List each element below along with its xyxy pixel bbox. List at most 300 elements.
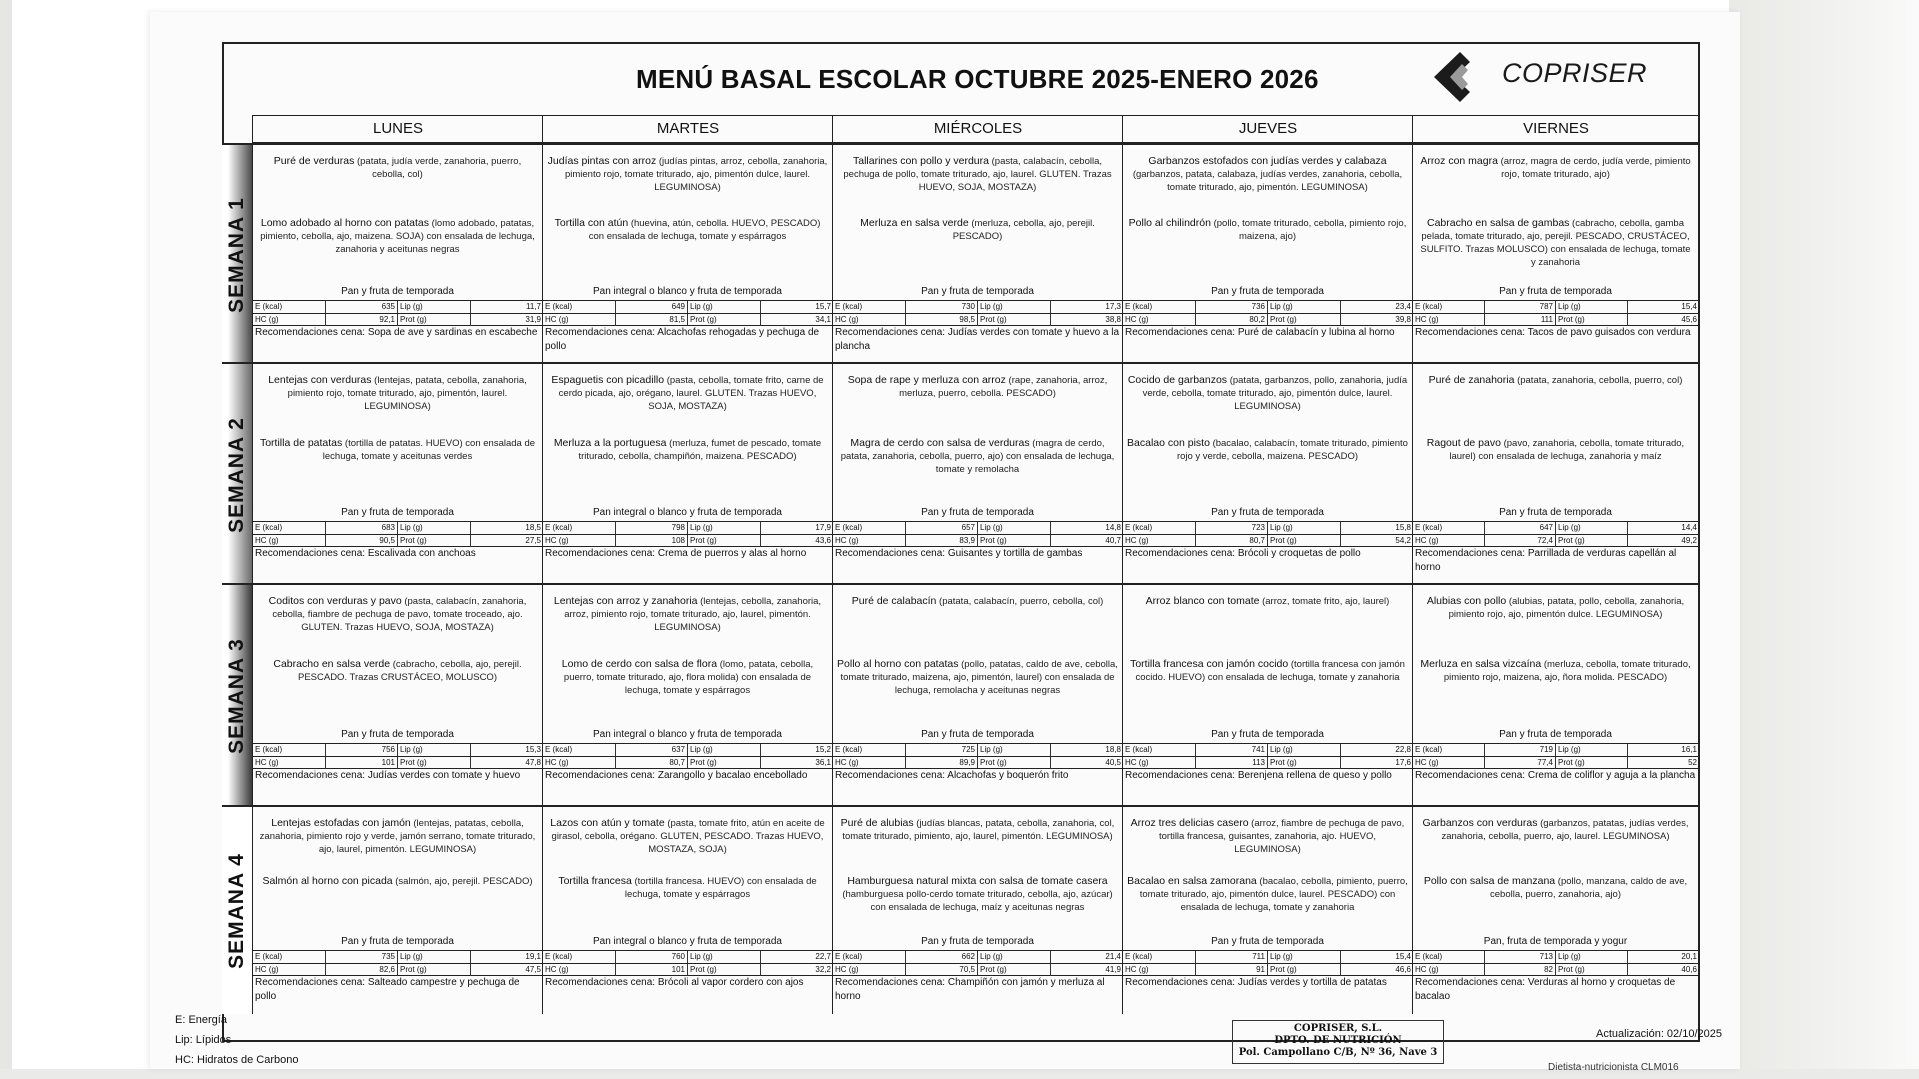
menu-cell-miercoles	[832, 807, 1122, 1014]
menu-cell-miercoles	[832, 585, 1122, 807]
second-dish-name: Pollo con salsa de manzana	[1423, 875, 1556, 887]
first-dish	[257, 817, 538, 856]
second-dish-ingredients: (pollo, tomate triturado, cebolla, pimiento rojo, maizena, ajo)	[1213, 218, 1407, 242]
nutrition-row	[1413, 313, 1698, 326]
nutrient-value: 80,7	[1196, 535, 1269, 547]
menu-cell-martes	[542, 585, 832, 807]
menu-cell-lunes	[252, 807, 542, 1014]
nutrient-value: 635	[326, 301, 399, 313]
first-dish	[837, 374, 1118, 400]
nutrition-row	[1123, 951, 1412, 963]
first-dish	[257, 374, 538, 413]
bread-fruit-note: Pan integral o blanco y fruta de temporada	[592, 286, 782, 297]
second-dish-ingredients: (merluza, cebolla, ajo, perejil. PESCADO)	[952, 218, 1095, 242]
nutrient-label: E (kcal)	[253, 951, 326, 963]
nutrient-value: 23,4	[1395, 302, 1411, 311]
nutrient-label: Prot (g)	[1268, 314, 1341, 326]
nutrient-label: Prot (g)	[688, 757, 761, 769]
nutrition-row	[833, 744, 1122, 756]
second-dish-name: Cabracho en salsa verde	[273, 658, 391, 670]
legend-hidratos: HC: Hidratos de Carbono	[175, 1054, 299, 1066]
nutrition-row	[253, 301, 542, 313]
nutrient-value: 15,8	[1395, 523, 1411, 532]
bread-fruit-note: Pan, fruta de temporada y yogur	[1483, 936, 1628, 947]
second-dish-name: Bacalao en salsa zamorana	[1127, 875, 1257, 887]
nutrient-value: 46,6	[1395, 965, 1411, 974]
nutrient-value: 19,1	[525, 952, 541, 961]
first-dish	[1127, 817, 1408, 856]
second-dish-ingredients: (bacalao, cebolla, pimiento, puerro, tomate triturado, ajo, pimentón dulce, laurel. PESCADO) con ensalada de lechuga, tomate y zanahoria	[1139, 876, 1408, 913]
second-dish	[547, 437, 828, 463]
nutrient-label: Prot (g)	[1556, 314, 1628, 326]
nutrition-table	[1413, 950, 1698, 976]
nutrition-table	[1413, 743, 1698, 769]
dietista-id: Dietista-nutricionista CLM016	[1548, 1062, 1679, 1073]
nutrient-value: 787	[1485, 301, 1557, 313]
menu-cell-jueves	[1122, 585, 1412, 807]
menu-cell-lunes	[252, 145, 542, 364]
first-dish	[1417, 817, 1694, 843]
nutrition-row	[543, 534, 832, 547]
nutrition-table	[1123, 521, 1412, 547]
nutrition-table	[543, 743, 832, 769]
bread-fruit-note: Pan y fruta de temporada	[341, 286, 454, 297]
nutrient-label: E (kcal)	[833, 744, 906, 756]
first-dish	[1417, 374, 1694, 387]
nutrient-label: HC (g)	[833, 757, 906, 769]
nutrient-label: Lip (g)	[688, 522, 761, 534]
nutrient-label: Lip (g)	[978, 522, 1051, 534]
brand-name: COPRISER	[1502, 58, 1648, 88]
dinner-recommendation: Recomendaciones cena: Champiñón con jamón y merluza al horno	[835, 977, 1105, 1002]
page-title: MENÚ BASAL ESCOLAR OCTUBRE 2025-ENERO 2026	[636, 64, 1319, 94]
nutrient-value: 83,9	[906, 535, 979, 547]
nutrition-row	[253, 756, 542, 769]
week-block	[222, 362, 1700, 583]
nutrient-label: HC (g)	[543, 314, 616, 326]
first-dish-name: Arroz tres delicias casero	[1130, 817, 1249, 829]
second-dish	[837, 217, 1118, 243]
nutrition-row	[253, 522, 542, 534]
second-dish	[837, 658, 1118, 697]
nutrient-label: HC (g)	[1413, 757, 1485, 769]
second-dish	[1127, 875, 1408, 914]
nutrition-row	[543, 744, 832, 756]
nutrition-row	[1123, 313, 1412, 326]
second-dish-name: Pollo al chilindrón	[1128, 217, 1211, 229]
nutrient-value: 20,1	[1681, 952, 1697, 961]
nutrient-label: Lip (g)	[978, 744, 1051, 756]
nutrition-row	[1413, 522, 1698, 534]
second-dish-name: Merluza en salsa verde	[860, 217, 969, 229]
day-header-miercoles: MIÉRCOLES	[832, 116, 1123, 142]
nutrition-row	[1413, 301, 1698, 313]
dinner-recommendation: Recomendaciones cena: Berenjena rellena de queso y pollo	[1125, 770, 1392, 781]
nutrition-table	[543, 521, 832, 547]
second-dish-ingredients: (tortilla francesa. HUEVO) con ensalada de lechuga, tomate y espárragos	[624, 876, 817, 900]
nutrient-value: 81,5	[616, 314, 689, 326]
first-dish-name: Arroz con magra	[1420, 155, 1498, 167]
first-dish	[1127, 595, 1408, 608]
day-header-martes: MARTES	[542, 116, 833, 142]
nutrient-value: 38,8	[1105, 315, 1121, 324]
first-dish	[547, 155, 828, 194]
second-dish-name: Merluza a la portuguesa	[553, 437, 667, 449]
nutrient-value: 47,8	[525, 758, 541, 767]
menu-cell-viernes	[1412, 585, 1698, 807]
nutrient-value: 34,1	[815, 315, 831, 324]
dinner-recommendation: Recomendaciones cena: Puré de calabacín y lubina al horno	[1125, 327, 1395, 338]
nutrient-label: E (kcal)	[253, 744, 326, 756]
week-label-text: SEMANA 1	[225, 196, 248, 313]
legend-energia: E: Energía	[175, 1014, 227, 1026]
nutrient-value: 45,6	[1681, 315, 1697, 324]
nutrient-label: Prot (g)	[1268, 535, 1341, 547]
bread-fruit-note: Pan y fruta de temporada	[1499, 729, 1612, 740]
nutrient-label: Prot (g)	[1556, 757, 1628, 769]
second-dish	[257, 437, 538, 463]
first-dish	[257, 595, 538, 634]
first-dish-ingredients: (lentejas, patatas, cebolla, zanahoria, pimiento rojo y verde, jamón serrano, tomate triturado, ajo, laurel, pimentón. LEGUMINOSA)	[259, 818, 536, 855]
day-header-jueves: JUEVES	[1122, 116, 1413, 142]
dinner-recommendation: Recomendaciones cena: Judías verdes con tomate y huevo	[255, 770, 521, 781]
second-dish	[1417, 437, 1694, 463]
bread-fruit-note: Pan y fruta de temporada	[1499, 507, 1612, 518]
nutrient-label: HC (g)	[543, 757, 616, 769]
nutrient-label: Prot (g)	[398, 314, 471, 326]
nutrient-value: 730	[906, 301, 979, 313]
nutrient-label: E (kcal)	[833, 522, 906, 534]
week-block	[222, 805, 1700, 1012]
nutrient-label: Lip (g)	[1268, 301, 1341, 313]
nutrition-table	[833, 950, 1122, 976]
nutrient-label: Lip (g)	[978, 301, 1051, 313]
nutrient-value: 82	[1485, 964, 1557, 976]
nutrient-label: Prot (g)	[1268, 964, 1341, 976]
nutrient-label: E (kcal)	[1413, 301, 1485, 313]
first-dish-name: Puré de verduras	[273, 155, 355, 167]
nutrition-row	[833, 522, 1122, 534]
second-dish-ingredients: (salmón, ajo, perejil. PESCADO)	[395, 876, 533, 887]
bread-fruit-note: Pan y fruta de temporada	[1211, 507, 1324, 518]
nutrient-label: Lip (g)	[398, 301, 471, 313]
first-dish	[1417, 595, 1694, 621]
nutrient-value: 77,4	[1485, 757, 1557, 769]
nutrition-row	[543, 313, 832, 326]
nutrient-value: 39,8	[1395, 315, 1411, 324]
nutrient-value: 11,7	[526, 302, 541, 311]
first-dish-ingredients: (lentejas, cebolla, zanahoria, arroz, pimiento rojo, tomate triturado, ajo, laurel, pimentón. LEGUMINOSA)	[564, 596, 822, 633]
menu-cell-lunes	[252, 585, 542, 807]
nutrient-value: 80,7	[616, 757, 689, 769]
dinner-recommendation: Recomendaciones cena: Parrillada de verduras capellán al horno	[1415, 548, 1677, 573]
nutrient-label: E (kcal)	[1413, 522, 1485, 534]
nutrient-label: Lip (g)	[688, 744, 761, 756]
nutrient-label: Prot (g)	[978, 535, 1051, 547]
nutrient-value: 657	[906, 522, 979, 534]
nutrient-value: 741	[1196, 744, 1269, 756]
second-dish-ingredients: (hamburguesa pollo-cerdo tomate triturado, cebolla, ajo, azúcar) con ensalada de lechuga, maíz y aceitunas negras	[842, 889, 1113, 913]
stamp-line: COPRISER, S.L.	[1293, 1023, 1383, 1034]
nutrient-label: HC (g)	[543, 964, 616, 976]
nutrition-table	[833, 743, 1122, 769]
legend-lipidos: Lip: Lípidos	[175, 1034, 232, 1046]
second-dish-ingredients: (pavo, zanahoria, cebolla, tomate triturado, laurel) con ensalada de lechuga, zanahoria y maíz	[1449, 438, 1685, 462]
second-dish-ingredients: (tortilla francesa con jamón cocido. HUEVO) con ensalada de lechuga, tomate y zanahoria	[1135, 659, 1405, 683]
nutrient-label: E (kcal)	[1123, 522, 1196, 534]
second-dish-ingredients: (lomo adobado, patatas, pimiento, cebolla, ajo, maizena. SOJA) con ensalada de lechuga, zanahoria y aceitunas negras	[260, 218, 535, 255]
nutrient-value: 43,6	[815, 536, 831, 545]
nutrient-value: 52	[1688, 758, 1697, 767]
first-dish-ingredients: (pasta, calabacín, zanahoria, cebolla, fiambre de pechuga de pavo, tomate troceado, ajo. GLUTEN. Trazas HUEVO, SOJA, MOSTAZA)	[272, 596, 527, 633]
first-dish-ingredients: (pasta, tomate frito, atún en aceite de girasol, cebolla, orégano. GLUTEN, PESCADO. Trazas HUEVO, MOSTAZA, SOJA)	[551, 818, 825, 855]
nutrient-value: 15,4	[1681, 302, 1697, 311]
nutrient-value: 17,9	[815, 523, 831, 532]
dinner-recommendation: Recomendaciones cena: Verduras al horno y croquetas de bacalao	[1415, 977, 1676, 1002]
dinner-recommendation: Recomendaciones cena: Zarangollo y bacalao encebollado	[545, 770, 808, 781]
second-dish	[1417, 875, 1694, 901]
nutrient-value: 22,7	[815, 952, 831, 961]
nutrition-table	[543, 300, 832, 326]
first-dish	[1417, 155, 1694, 181]
nutrient-value: 111	[1485, 314, 1557, 326]
nutrient-label: HC (g)	[253, 535, 326, 547]
dinner-recommendation: Recomendaciones cena: Crema de coliflor y aguja a la plancha	[1415, 770, 1696, 781]
nutrient-value: 17,3	[1105, 302, 1121, 311]
nutrient-label: Lip (g)	[688, 951, 761, 963]
nutrient-value: 736	[1196, 301, 1269, 313]
first-dish-name: Alubias con pollo	[1426, 595, 1507, 607]
nutrient-value: 713	[1485, 951, 1557, 963]
first-dish-ingredients: (garbanzos, patata, calabaza, judías verdes, zanahoria, cebolla, tomate triturado, ajo, pimentón. LEGUMINOSA)	[1132, 169, 1403, 193]
first-dish-name: Lentejas con arroz y zanahoria	[553, 595, 698, 607]
first-dish-name: Sopa de rape y merluza con arroz	[847, 374, 1006, 386]
nutrient-value: 16,1	[1681, 745, 1697, 754]
second-dish	[1127, 658, 1408, 684]
first-dish-ingredients: (judías pintas, arroz, cebolla, zanahoria, pimiento rojo, tomate triturado, ajo, pimentón dulce, laurel. LEGUMINOSA)	[564, 156, 828, 193]
nutrient-value: 15,2	[815, 745, 831, 754]
nutrient-value: 41,9	[1105, 965, 1121, 974]
bread-fruit-note: Pan y fruta de temporada	[1211, 729, 1324, 740]
bread-fruit-note: Pan y fruta de temporada	[341, 507, 454, 518]
first-dish	[547, 374, 828, 413]
nutrient-value: 31,9	[525, 315, 541, 324]
nutrition-row	[253, 313, 542, 326]
nutrient-label: HC (g)	[253, 757, 326, 769]
first-dish-ingredients: (garbanzos, patatas, judías verdes, zanahoria, cebolla, puerro, ajo, laurel. LEGUMINOSA)	[1441, 818, 1689, 842]
nutrient-label: HC (g)	[833, 535, 906, 547]
dinner-recommendation: Recomendaciones cena: Tacos de pavo guisados con verdura	[1415, 327, 1691, 338]
nutrient-value: 47,5	[525, 965, 541, 974]
second-dish-ingredients: (bacalao, calabacín, tomate triturado, pimiento rojo y verde, cebolla, maizena. PESCADO)	[1176, 438, 1408, 462]
second-dish	[547, 875, 828, 901]
nutrient-label: HC (g)	[1123, 314, 1196, 326]
nutrition-table	[1123, 300, 1412, 326]
nutrient-value: 40,5	[1105, 758, 1121, 767]
nutrition-table	[1413, 521, 1698, 547]
nutrient-label: E (kcal)	[253, 301, 326, 313]
nutrient-label: E (kcal)	[1123, 951, 1196, 963]
nutrition-row	[833, 951, 1122, 963]
nutrient-label: Prot (g)	[978, 757, 1051, 769]
nutrient-value: 113	[1196, 757, 1269, 769]
bread-fruit-note: Pan y fruta de temporada	[341, 936, 454, 947]
nutrient-label: HC (g)	[1413, 535, 1485, 547]
nutrient-value: 72,4	[1485, 535, 1557, 547]
second-dish-ingredients: (lomo, patata, cebolla, puerro, tomate triturado, ajo, flora molida) con ensalada de lechuga, tomate y espárragos	[563, 659, 814, 696]
nutrient-label: Prot (g)	[688, 314, 761, 326]
second-dish-name: Ragout de pavo	[1426, 437, 1501, 449]
first-dish	[837, 155, 1118, 194]
second-dish	[547, 217, 828, 243]
nutrition-row	[1123, 963, 1412, 976]
nutrient-value: 14,4	[1681, 523, 1697, 532]
first-dish-ingredients: (pasta, calabacín, cebolla, pechuga de pollo, tomate triturado, ajo, laurel. GLUTEN. Trazas HUEVO, SOJA, MOSTAZA)	[843, 156, 1112, 193]
nutrient-value: 14,8	[1105, 523, 1121, 532]
nutrient-value: 108	[616, 535, 689, 547]
nutrient-value: 40,7	[1105, 536, 1121, 545]
nutrient-label: HC (g)	[1123, 757, 1196, 769]
week-label	[222, 364, 252, 585]
first-dish-ingredients: (arroz, tomate frito, ajo, laurel)	[1262, 596, 1390, 607]
nutrient-value: 649	[616, 301, 689, 313]
bread-fruit-note: Pan integral o blanco y fruta de temporada	[592, 729, 782, 740]
dinner-recommendation: Recomendaciones cena: Alcachofas y boquerón frito	[835, 770, 1069, 781]
bread-fruit-note: Pan y fruta de temporada	[1211, 286, 1324, 297]
nutrient-value: 36,1	[815, 758, 831, 767]
nutrition-table	[1123, 743, 1412, 769]
nutrient-label: Prot (g)	[688, 535, 761, 547]
nutrient-value: 82,6	[326, 964, 399, 976]
second-dish	[1127, 217, 1408, 243]
nutrient-value: 89,9	[906, 757, 979, 769]
second-dish-ingredients: (pollo, manzana, caldo de ave, cebolla, puerro, zanahoria, ajo)	[1490, 876, 1688, 900]
menu-cell-martes	[542, 364, 832, 585]
week-label	[222, 145, 252, 364]
first-dish-name: Cocido de garbanzos	[1127, 374, 1228, 386]
first-dish	[547, 595, 828, 634]
nutrient-value: 15,7	[815, 302, 831, 311]
bread-fruit-note: Pan integral o blanco y fruta de temporada	[592, 507, 782, 518]
nutrition-row	[1123, 301, 1412, 313]
bread-fruit-note: Pan y fruta de temporada	[921, 507, 1034, 518]
week-label	[222, 585, 252, 807]
second-dish-ingredients: (cabracho, cebolla, gamba pelada, tomate triturado, ajo, perejil. PESCADO, CRUSTÁCEO, SULFITO. Trazas MOLUSCO) con ensalada de lechuga, tomate y zanahoria	[1420, 218, 1691, 268]
first-dish	[257, 155, 538, 181]
nutrition-table	[253, 300, 542, 326]
nutrient-label: Lip (g)	[1268, 744, 1341, 756]
first-dish-name: Puré de zanahoria	[1428, 374, 1515, 386]
nutrient-value: 101	[616, 964, 689, 976]
bread-fruit-note: Pan y fruta de temporada	[1211, 936, 1324, 947]
nutrient-value: 756	[326, 744, 399, 756]
nutrient-label: Lip (g)	[1556, 301, 1628, 313]
nutrient-value: 760	[616, 951, 689, 963]
nutrition-row	[1413, 756, 1698, 769]
nutrient-label: Lip (g)	[398, 522, 471, 534]
nutrient-label: E (kcal)	[543, 951, 616, 963]
first-dish-ingredients: (patata, zanahoria, cebolla, puerro, col)	[1517, 375, 1683, 386]
nutrient-label: Prot (g)	[978, 314, 1051, 326]
nutrition-row	[1413, 951, 1698, 963]
nutrient-label: Lip (g)	[688, 301, 761, 313]
stamp-line: Pol. Campollano C/B, Nº 36, Nave 3	[1238, 1047, 1438, 1058]
dinner-recommendation: Recomendaciones cena: Brócoli y croquetas de pollo	[1125, 548, 1361, 559]
week-label-text: SEMANA 4	[225, 852, 248, 969]
nutrient-label: E (kcal)	[1123, 301, 1196, 313]
nutrient-value: 32,2	[815, 965, 831, 974]
bread-fruit-note: Pan y fruta de temporada	[921, 729, 1034, 740]
nutrient-label: E (kcal)	[833, 301, 906, 313]
second-dish-name: Tortilla de patatas	[259, 437, 343, 449]
first-dish	[837, 817, 1118, 843]
second-dish-ingredients: (pollo, patatas, caldo de ave, cebolla, tomate triturado, maizena, ajo, pimentón, laurel) con ensalada de lechuga, remolacha y aceitunas negras	[840, 659, 1118, 696]
first-dish-name: Judías pintas con arroz	[547, 155, 657, 167]
first-dish-ingredients: (arroz, fiambre de pechuga de pavo, tortilla francesa, guisantes, zanahoria, ajo. HUEVO, LEGUMINOSA)	[1158, 818, 1405, 855]
stamp-line: DPTO. DE NUTRICIÓN	[1274, 1035, 1402, 1046]
nutrient-label: HC (g)	[543, 535, 616, 547]
nutrient-label: Lip (g)	[398, 951, 471, 963]
first-dish-name: Lentejas con verduras	[268, 374, 372, 386]
first-dish-name: Coditos con verduras y pavo	[268, 595, 402, 607]
second-dish-name: Lomo adobado al horno con patatas	[260, 217, 430, 229]
nutrient-value: 49,2	[1681, 536, 1697, 545]
day-header-lunes: LUNES	[252, 116, 543, 142]
menu-cell-martes	[542, 807, 832, 1014]
second-dish-name: Tortilla con atún	[554, 217, 629, 229]
nutrient-value: 735	[326, 951, 399, 963]
dinner-recommendation: Recomendaciones cena: Brócoli al vapor cordero con ajos	[545, 977, 804, 988]
second-dish-ingredients: (merluza, fumet de pescado, tomate triturado, cebolla, champiñón, maizena. PESCADO)	[578, 438, 822, 462]
nutrient-label: Lip (g)	[1556, 951, 1628, 963]
nutrition-table	[253, 950, 542, 976]
nutrient-value: 637	[616, 744, 689, 756]
first-dish	[837, 595, 1118, 608]
nutrition-row	[1413, 963, 1698, 976]
nutrient-label: Prot (g)	[398, 964, 471, 976]
dinner-recommendation: Recomendaciones cena: Judías verdes con tomate y huevo a la plancha	[835, 327, 1120, 352]
dinner-recommendation: Recomendaciones cena: Alcachofas rehogadas y pechuga de pollo	[545, 327, 820, 352]
first-dish-ingredients: (patata, judía verde, zanahoria, puerro, cebolla, col)	[356, 156, 522, 180]
nutrient-label: Lip (g)	[1556, 522, 1628, 534]
brand-logo	[1432, 50, 1702, 104]
nutrient-label: Prot (g)	[398, 535, 471, 547]
nutrient-label: E (kcal)	[1413, 744, 1485, 756]
first-dish-name: Puré de alubias	[840, 817, 914, 829]
first-dish-name: Arroz blanco con tomate	[1145, 595, 1260, 607]
nutrient-label: Lip (g)	[1556, 744, 1628, 756]
menu-cell-viernes	[1412, 364, 1698, 585]
nutrient-value: 80,2	[1196, 314, 1269, 326]
nutrient-value: 22,8	[1395, 745, 1411, 754]
nutrition-table	[1413, 300, 1698, 326]
first-dish	[1127, 155, 1408, 194]
second-dish-name: Salmón al horno con picada	[262, 875, 393, 887]
copriser-logo-icon	[1432, 50, 1492, 104]
week-label-text: SEMANA 2	[225, 416, 248, 533]
nutrient-label: Lip (g)	[978, 951, 1051, 963]
menu-cell-jueves	[1122, 364, 1412, 585]
nutrient-value: 54,2	[1395, 536, 1411, 545]
nutrient-value: 725	[906, 744, 979, 756]
nutrition-row	[1413, 534, 1698, 547]
nutrient-label: HC (g)	[833, 314, 906, 326]
dinner-recommendation: Recomendaciones cena: Escalivada con anchoas	[255, 548, 476, 559]
second-dish	[257, 875, 538, 888]
nutrient-label: E (kcal)	[543, 522, 616, 534]
first-dish-ingredients: (pasta, cebolla, tomate frito, carne de cerdo picada, ajo, orégano, laurel. GLUTEN. Trazas HUEVO, SOJA, MOSTAZA)	[558, 375, 824, 412]
nutrition-row	[1123, 744, 1412, 756]
